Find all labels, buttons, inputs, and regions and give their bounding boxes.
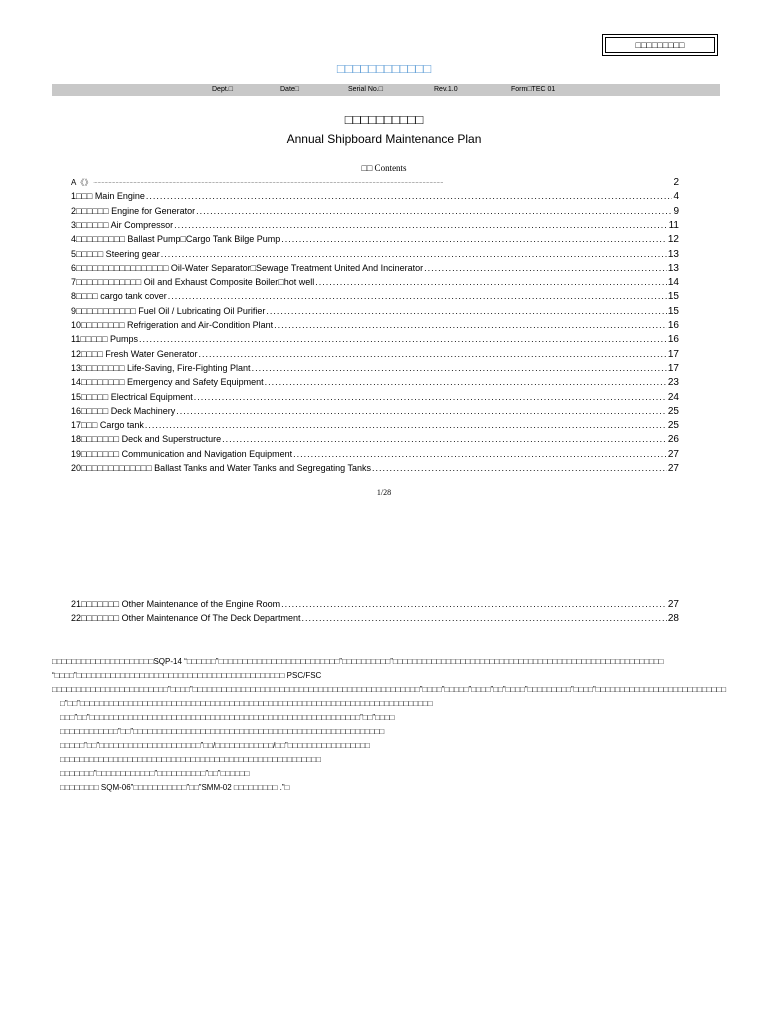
toc-entry[interactable]	[71, 176, 679, 189]
toc-entry-label: 12□□□□ Fresh Water Generator	[71, 348, 198, 359]
body-paragraph: □□□□□□□□□□□□□□□□□□□□□□□□□□□□□□□□□□□□□□□□□□□□□□□□□□□□□□	[60, 755, 321, 764]
toc-entry[interactable]	[71, 205, 679, 218]
toc-entry[interactable]	[71, 190, 679, 203]
body-paragraph: □□□□□□□□□□□□□□□□□□□□□SQP-14 “□□□□□□”□□□□□□□□□□□□□□□□□□□□□□□□□”□□□□□□□□□□”□□□□□□□□□□□□□□□□□□□□□□□□□□□□□□□□□□□□□□□□□□□□□□□□□□□□□□□□ “□□□□”□□□□□□□□□□□□□□□□□□□□□□□□□□□□□□□□□□□□□□□□□□□ PSC/FSC □□□□□□□□□□□□□□□□□□□□□□□□”□□□□”□□□□□□□□□□□□□□□□□□□□□□□□□□□□□□□□□□□□□□□□□□□□□□□”□□□□”□□□□□”□□□□”□□”□□□□”□□□□□□□□□”□□□□”□□□□□□□□□□□□□□□□□□□□□□□□□□□	[52, 657, 727, 694]
toc-entry-page: 11	[668, 219, 679, 231]
toc-entry-label: 16□□□□□ Deck Machinery	[71, 405, 176, 416]
toc-entry-page: 14	[667, 277, 679, 289]
toc-leader-dots	[281, 233, 667, 246]
toc-entry-page: 4	[673, 191, 679, 203]
toc-entry[interactable]	[71, 319, 679, 332]
toc-leader-dots	[293, 448, 667, 461]
toc-entry[interactable]	[71, 433, 679, 446]
meta-serial: Serial No.□	[348, 86, 383, 93]
toc-entry[interactable]	[71, 276, 679, 289]
toc-entry-page: 17	[667, 362, 679, 374]
toc-leader-dots	[274, 319, 667, 332]
toc-entry-label: 15□□□□□ Electrical Equipment	[71, 391, 193, 402]
toc-leader-dots	[139, 333, 667, 346]
toc-entry-page: 16	[667, 320, 679, 331]
document-meta-bar	[52, 84, 720, 96]
toc-leader-dots	[174, 219, 667, 232]
toc-entry-label: 20□□□□□□□□□□□□□ Ballast Tanks and Water Tanks and Segregating Tanks	[71, 463, 371, 473]
toc-leader-dots	[145, 419, 667, 432]
toc-entry-page: 27	[667, 463, 679, 474]
toc-entry-label: 19□□□□□□□ Communication and Navigation Equipment	[71, 448, 293, 459]
toc-entry-page: 28	[667, 613, 679, 625]
toc-entry[interactable]	[71, 448, 679, 461]
toc-leader-dots	[372, 462, 667, 475]
toc-leader-dots	[168, 290, 667, 303]
document-stamp-label: □□□□□□□□□	[605, 37, 715, 53]
toc-entry[interactable]	[71, 419, 679, 432]
toc-entry-page: 25	[667, 405, 679, 417]
toc-entry-page: 16	[667, 334, 679, 346]
toc-leader-dots	[146, 190, 673, 203]
body-paragraph: □□□□□”□□”□□□□□□□□□□□□□□□□□□□□□”□□/□□□□□□□□□□□□/□□”□□□□□□□□□□□□□□□□□	[60, 741, 370, 750]
toc-entry-page: 24	[667, 391, 679, 403]
toc-entry-label: 17□□□ Cargo tank	[71, 420, 144, 431]
toc-entry-page: 15	[667, 305, 679, 317]
meta-rev: Rev.1.0	[434, 86, 458, 93]
toc-entry-page: 27	[667, 599, 679, 610]
body-paragraph: □”□□”□□□□□□□□□□□□□□□□□□□□□□□□□□□□□□□□□□□□□□□□□□□□□□□□□□□□□□□□□□□□□□□□□□□□□□□□□	[60, 699, 433, 708]
toc-leader-dots	[424, 262, 667, 275]
toc-leader-dots	[196, 205, 672, 218]
page-number: 1/28	[376, 488, 392, 497]
toc-entry-page: 15	[667, 291, 679, 303]
toc-leader-dots	[93, 176, 672, 189]
toc-leader-dots	[194, 391, 667, 404]
toc-entry-page: 17	[667, 348, 679, 360]
toc-leader-dots	[266, 305, 667, 318]
toc-entry-label: 14□□□□□□□□ Emergency and Safety Equipment	[71, 377, 264, 388]
toc-entry-label: 18□□□□□□□ Deck and Superstructure	[71, 434, 222, 445]
toc-leader-dots	[176, 405, 667, 418]
toc-entry[interactable]	[71, 598, 679, 611]
toc-entry-label: 8□□□□ cargo tank cover	[71, 291, 167, 302]
toc-entry-page: 2	[673, 177, 679, 188]
meta-form: Form□TEC 01	[511, 86, 556, 93]
document-stamp-box	[602, 34, 718, 56]
toc-leader-dots	[315, 276, 667, 289]
company-name: □□□□□□□□□□□□	[336, 61, 432, 76]
toc-entry-label: A《》	[71, 178, 93, 187]
toc-entry[interactable]	[71, 362, 679, 375]
body-paragraph: □□□”□□”□□□□□□□□□□□□□□□□□□□□□□□□□□□□□□□□□□□□□□□□□□□□□□□□□□□□□□□□”□□”□□□□	[60, 713, 395, 722]
toc-entry[interactable]	[71, 248, 679, 261]
toc-entry-label: 9□□□□□□□□□□□ Fuel Oil / Lubricating Oil Purifier	[71, 305, 266, 316]
toc-entry[interactable]	[71, 612, 679, 625]
toc-leader-dots	[222, 433, 667, 446]
document-title-en: Annual Shipboard Maintenance Plan	[286, 132, 482, 146]
toc-entry[interactable]	[71, 290, 679, 303]
toc-entry-page: 23	[667, 377, 679, 389]
toc-entry-label: 2□□□□□□ Engine for Generator	[71, 205, 196, 216]
toc-leader-dots	[252, 362, 667, 375]
toc-leader-dots	[198, 348, 666, 361]
toc-entry-page: 13	[667, 248, 679, 260]
toc-leader-dots	[265, 376, 667, 389]
toc-entry-page: 9	[673, 205, 679, 217]
body-text	[52, 655, 727, 795]
toc-entry-page: 13	[667, 262, 679, 274]
toc-entry[interactable]	[71, 333, 679, 346]
toc-entry-page: 12	[667, 234, 679, 246]
toc-entry-label: 1□□□ Main Engine	[71, 191, 145, 202]
body-paragraph: □□□□□□□”□□□□□□□□□□□□”□□□□□□□□□□”□□”□□□□□□	[60, 769, 250, 778]
toc-entry-label: 21□□□□□□□ Other Maintenance of the Engine Room	[71, 599, 281, 609]
toc-leader-dots	[301, 612, 666, 625]
toc-entry-page: 27	[667, 448, 679, 460]
toc-entry-page: 26	[667, 434, 679, 446]
toc-entry-label: 3□□□□□□ Air Compressor	[71, 219, 174, 230]
meta-date: Date□	[280, 86, 300, 93]
toc-entry-label: 7□□□□□□□□□□□□ Oil and Exhaust Composite Boiler□hot well	[71, 277, 315, 288]
toc-entry-label: 13□□□□□□□□ Life-Saving, Fire-Fighting Plant	[71, 362, 251, 373]
body-paragraph: □□□□□□□□□□□□”□□”□□□□□□□□□□□□□□□□□□□□□□□□□□□□□□□□□□□□□□□□□□□□□□□□□□□□	[60, 727, 385, 736]
toc-entry[interactable]	[71, 391, 679, 404]
toc-entry-label: 10□□□□□□□□ Refrigeration and Air-Condition Plant	[71, 320, 274, 330]
toc-entry[interactable]	[71, 233, 679, 246]
document-title-cn: □□□□□□□□□□	[344, 112, 424, 127]
toc-entry[interactable]	[71, 462, 679, 475]
toc-entry-label: 6□□□□□□□□□□□□□□□□□ Oil-Water Separator□Sewage Treatment United And Incinerator	[71, 262, 424, 273]
meta-dept: Dept.□	[212, 86, 233, 93]
toc-leader-dots	[281, 598, 667, 611]
body-paragraph: □□□□□□□□ SQM-06”□□□□□□□□□□□”□□”SMM-02 □□□□□□□□□ .”□	[60, 783, 290, 792]
toc-entry[interactable]	[71, 405, 679, 418]
toc-leader-dots	[161, 248, 667, 261]
toc-entry[interactable]	[71, 219, 679, 232]
toc-entry[interactable]	[71, 305, 679, 318]
toc-entry[interactable]	[71, 376, 679, 389]
toc-entry-label: 11□□□□□ Pumps	[71, 334, 139, 345]
toc-heading: □□ Contents	[361, 163, 407, 173]
toc-entry-label: 5□□□□□ Steering gear	[71, 248, 160, 259]
toc-entry[interactable]	[71, 262, 679, 275]
toc-entry-page: 25	[667, 420, 679, 432]
toc-entry-label: 22□□□□□□□ Other Maintenance Of The Deck Department	[71, 613, 301, 624]
toc-entry-label: 4□□□□□□□□□ Ballast Pump□Cargo Tank Bilge Pump	[71, 234, 281, 245]
toc-entry[interactable]	[71, 348, 679, 361]
